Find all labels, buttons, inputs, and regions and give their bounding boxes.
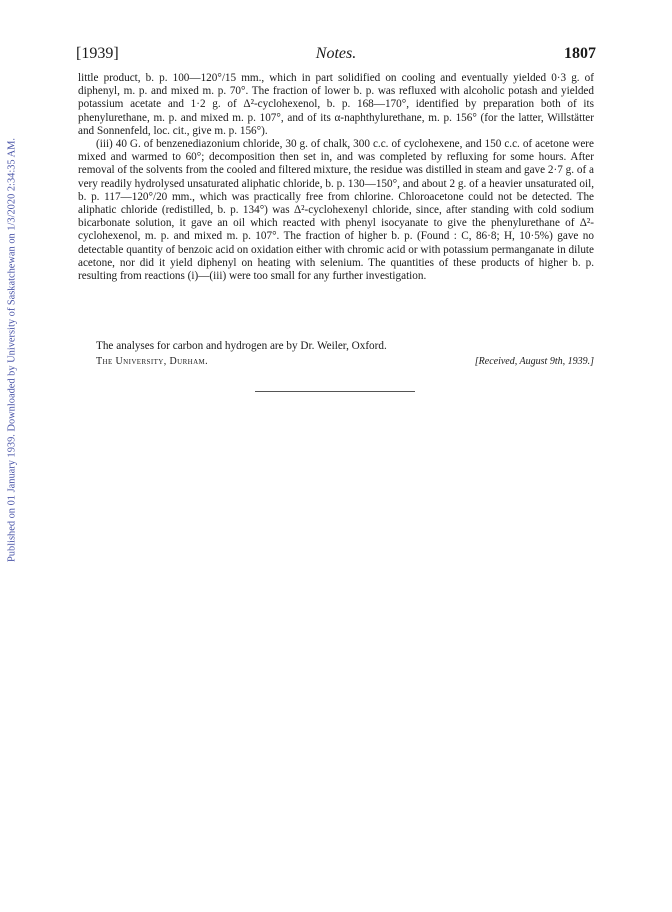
analyses-note: The analyses for carbon and hydrogen are by Dr. Weiler, Oxford. bbox=[96, 340, 387, 352]
end-rule bbox=[255, 391, 415, 392]
paragraph-continued: little product, b. p. 100—120°/15 mm., which in part solidified on cooling and eventually yielded 0·3 g. of diphenyl, m. p. and mixed m. p. 70°. The fraction of lower b. p. was refluxed with alcoholic potash and yielded potassium acetate and 1·2 g. of Δ²-cyclohexenol, b. p. 168—170°, identified by preparation both of its phenylurethane, m. p. and mixed m. p. 107°, and of its α-naphthylurethane, m. p. 156° (for the latter, Willstätter and Sonnenfeld, loc. cit., give m. p. 156°). bbox=[78, 72, 594, 137]
download-notice-text: Published on 01 January 1939. Downloaded by University of Saskatchewan on 1/3/2020 2:34:35 AM. bbox=[6, 138, 18, 562]
download-notice bbox=[4, 120, 20, 580]
page-header bbox=[76, 45, 596, 65]
received-date: [Received, August 9th, 1939.] bbox=[474, 356, 594, 367]
paragraph-iii: (iii) 40 G. of benzenediazonium chloride, 30 g. of chalk, 300 c.c. of cyclohexene, and 150 c.c. of acetone were mixed and warmed to 60°; decomposition then set in, and was completed by refluxing for some hours. After removal of the solvents from the cooled and filtered mixture, the residue was distilled in steam and gave 2·7 g. of a very readily hydrolysed unsaturated aliphatic chloride, b. p. 130—150°, and about 2 g. of a heavier unsaturated oil, b. p. 117—120°/20 mm., which was practically free from chlorine. Chloroacetone could not be detected. The aliphatic chloride (redistilled, b. p. 134°) was Δ²-cyclohexenyl chloride, since, after standing with cold sodium bicarbonate solution, it gave an oil which reacted with phenyl isocyanate to give the phenylurethane of Δ²-cyclohexenol, m. p. and mixed m. p. 107°. The fraction of higher b. p. (Found : C, 86·8; H, 10·5%) gave no detectable quantity of benzoic acid on oxidation either with chromic acid or with potassium permanganate in dilute acetone, nor did it yield diphenyl on heating with selenium. The quantities of these products of higher b. p. resulting from reactions (i)—(iii) were too small for any further investigation. bbox=[78, 138, 594, 283]
signature-line bbox=[96, 356, 594, 370]
header-title: Notes. bbox=[315, 45, 357, 62]
affiliation: The University, Durham. bbox=[96, 356, 209, 367]
article-body bbox=[78, 72, 594, 283]
header-year: [1939] bbox=[76, 45, 119, 62]
page-number: 1807 bbox=[564, 45, 596, 62]
